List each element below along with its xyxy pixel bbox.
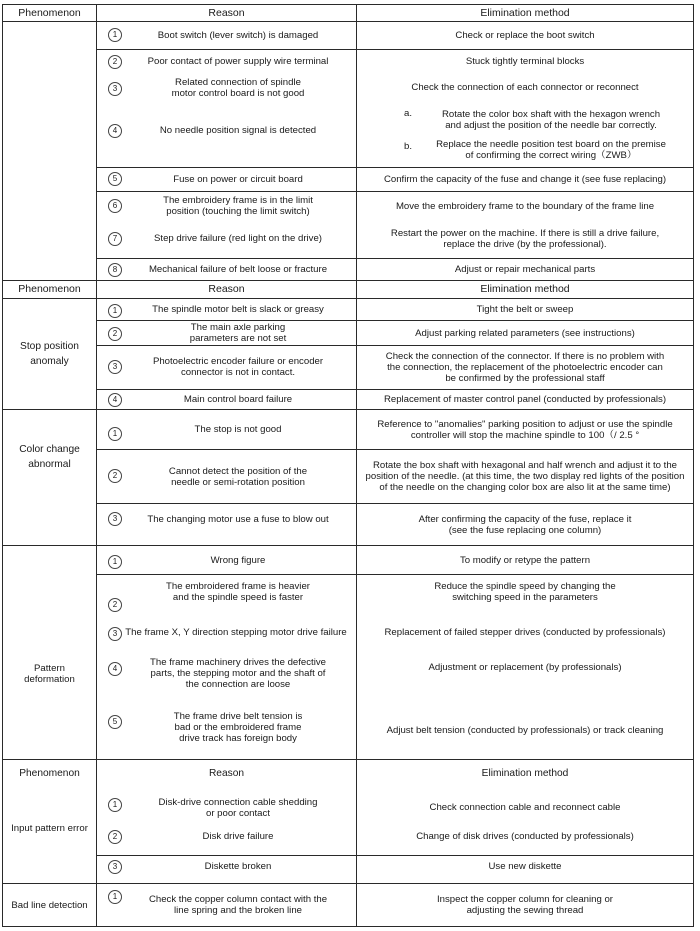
- method-cell: Restart the power on the machine. If there is still a drive failure, replace the drive (by the professional).: [390, 227, 660, 250]
- item-number-badge: 4: [108, 124, 122, 138]
- row-divider: [96, 574, 694, 575]
- header-elimination-method: Elimination method: [480, 6, 570, 19]
- reason-cell: Disk-drive connection cable shedding or poor contact: [158, 797, 318, 819]
- item-number-badge: 1: [108, 427, 122, 441]
- elimination-method-header: Elimination method: [481, 767, 569, 779]
- item-number-badge: 1: [108, 798, 122, 812]
- reason-cell: Diskette broken: [204, 860, 272, 872]
- header-reason: Reason: [208, 283, 245, 295]
- reason-cell: Disk drive failure: [202, 830, 274, 842]
- item-number-badge: 4: [108, 662, 122, 676]
- method-cell: Adjust parking related parameters (see instructions): [415, 327, 635, 339]
- method-cell: Use new diskette: [488, 860, 562, 872]
- item-number-badge: 5: [108, 715, 122, 729]
- method-cell: Check or replace the boot switch: [455, 30, 595, 41]
- reason-cell: Boot switch (lever switch) is damaged: [157, 30, 319, 41]
- item-number-badge: 2: [108, 327, 122, 341]
- reason-cell: Poor contact of power supply wire terminal: [147, 55, 329, 67]
- phenomenon-pattern-deformation: Pattern deformation: [24, 663, 75, 685]
- phenomenon-header: Phenomenon: [19, 767, 80, 779]
- item-number-badge: 2: [108, 469, 122, 483]
- item-number-badge: 1: [108, 555, 122, 569]
- reason-cell: Check the copper column contact with the line spring and the broken line: [148, 894, 328, 916]
- phenomenon-color-change-abnormal: Color change abnormal: [19, 444, 80, 470]
- reason-cell: The embroidery frame is in the limit position (touching the limit switch): [163, 195, 313, 217]
- reason-cell: No needle position signal is detected: [159, 124, 317, 136]
- method-option-a-label: a.: [404, 108, 413, 119]
- item-number-badge: 1: [108, 304, 122, 318]
- method-cell: Confirm the capacity of the fuse and change it (see fuse replacing): [383, 174, 667, 185]
- header-phenomenon: Phenomenon: [18, 6, 81, 19]
- method-option-b-label: b.: [404, 141, 413, 152]
- method-cell: Reference to "anomalies" parking position to adjust or use the spindle controller will stop the machine spindle to 100（/ 2.5 °: [377, 418, 673, 441]
- method-cell: Rotate the box shaft with hexagonal and half wrench and adjust it to the position of the needle. (at this time, the two display red lights of the position of the needle on the changing color box are also lit at the same time): [365, 460, 685, 493]
- row-divider: [96, 191, 694, 192]
- reason-cell: The frame machinery drives the defective parts, the stepping motor and the shaft of the connection are loose: [150, 656, 326, 690]
- table-border-right: [693, 4, 694, 926]
- phenomenon-bad-line-detection: Bad line detection: [11, 899, 88, 911]
- item-number-badge: 8: [108, 263, 122, 277]
- method-cell: Inspect the copper column for cleaning or adjusting the sewing thread: [437, 894, 613, 916]
- item-number-badge: 2: [108, 598, 122, 612]
- item-number-badge: 7: [108, 232, 122, 246]
- method-cell: Stuck tightly terminal blocks: [465, 55, 585, 67]
- item-number-badge: 3: [108, 82, 122, 96]
- method-cell: Tight the belt or sweep: [476, 304, 574, 315]
- reason-cell: Wrong figure: [210, 554, 266, 566]
- reason-cell: Main control board failure: [183, 394, 293, 405]
- method-cell: Move the embroidery frame to the boundary of the frame line: [395, 200, 655, 212]
- item-number-badge: 3: [108, 512, 122, 526]
- method-cell: Change of disk drives (conducted by professionals): [416, 830, 634, 842]
- reason-cell: The changing motor use a fuse to blow out: [147, 513, 329, 525]
- method-option-b: Replace the needle position test board on the premise of confirming the correct wiring（ZWB）: [436, 139, 666, 161]
- reason-cell: The stop is not good: [194, 424, 282, 435]
- reason-cell: Related connection of spindle motor control board is not good: [171, 77, 305, 99]
- reason-cell: Fuse on power or circuit board: [173, 174, 303, 185]
- reason-cell: The embroidered frame is heavier and the spindle speed is faster: [166, 581, 310, 603]
- row-divider: [96, 49, 694, 50]
- phenomenon-stop-position-anomaly: Stop position anomaly: [20, 341, 79, 367]
- reason-cell: The main axle parking parameters are not set: [189, 322, 287, 344]
- item-number-badge: 2: [108, 830, 122, 844]
- method-option-a: Rotate the color box shaft with the hexagon wrench and adjust the position of the needle bar correctly.: [441, 109, 661, 131]
- item-number-badge: 3: [108, 360, 122, 374]
- header-elimination-method: Elimination method: [480, 283, 570, 295]
- reason-cell: The frame drive belt tension is bad or the embroidered frame drive track has foreign body: [173, 710, 303, 744]
- method-cell: Adjust belt tension (conducted by professionals) or track cleaning: [386, 724, 664, 736]
- method-cell: Check the connection of the connector. If there is no problem with the connection, the replacement of the photoelectric encoder can be confirmed by the professional staff: [385, 350, 665, 384]
- method-cell: Reduce the spindle speed by changing the switching speed in the parameters: [434, 581, 616, 603]
- method-cell: Check the connection of each connector or reconnect: [411, 81, 639, 93]
- method-cell: Adjust or repair mechanical parts: [454, 264, 596, 275]
- method-cell: Replacement of master control panel (conducted by professionals): [383, 394, 667, 405]
- item-number-badge: 1: [108, 890, 122, 904]
- section-divider-5: [2, 759, 694, 760]
- item-number-badge: 4: [108, 393, 122, 407]
- item-number-badge: 2: [108, 55, 122, 69]
- reason-cell: Photoelectric encoder failure or encoder connector is not in contact.: [152, 356, 324, 378]
- phenomenon-input-pattern-error: Input pattern error: [11, 822, 88, 834]
- reason-cell: The spindle motor belt is slack or greasy: [152, 304, 324, 315]
- reason-cell: Mechanical failure of belt loose or fracture: [148, 264, 328, 275]
- header-phenomenon: Phenomenon: [18, 283, 81, 295]
- item-number-badge: 1: [108, 28, 122, 42]
- method-cell: Replacement of failed stepper drives (conducted by professionals): [384, 626, 666, 638]
- item-number-badge: 6: [108, 199, 122, 213]
- reason-cell: The frame X, Y direction stepping motor drive failure: [125, 626, 347, 638]
- item-number-badge: 5: [108, 172, 122, 186]
- method-cell: After confirming the capacity of the fuse, replace it (see the fuse replacing one column): [418, 513, 632, 536]
- item-number-badge: 3: [108, 627, 122, 641]
- reason-cell: Step drive failure (red light on the drive): [154, 232, 322, 244]
- method-cell: Check connection cable and reconnect cable: [429, 801, 621, 813]
- reason-header: Reason: [208, 767, 245, 779]
- header-reason: Reason: [208, 6, 245, 19]
- method-cell: Adjustment or replacement (by professionals): [428, 661, 622, 673]
- item-number-badge: 3: [108, 860, 122, 874]
- column-divider-phenomenon: [96, 4, 97, 926]
- table-border-bottom: [2, 926, 694, 927]
- method-cell: To modify or retype the pattern: [459, 554, 591, 566]
- reason-cell: Cannot detect the position of the needle or semi-rotation position: [168, 465, 308, 488]
